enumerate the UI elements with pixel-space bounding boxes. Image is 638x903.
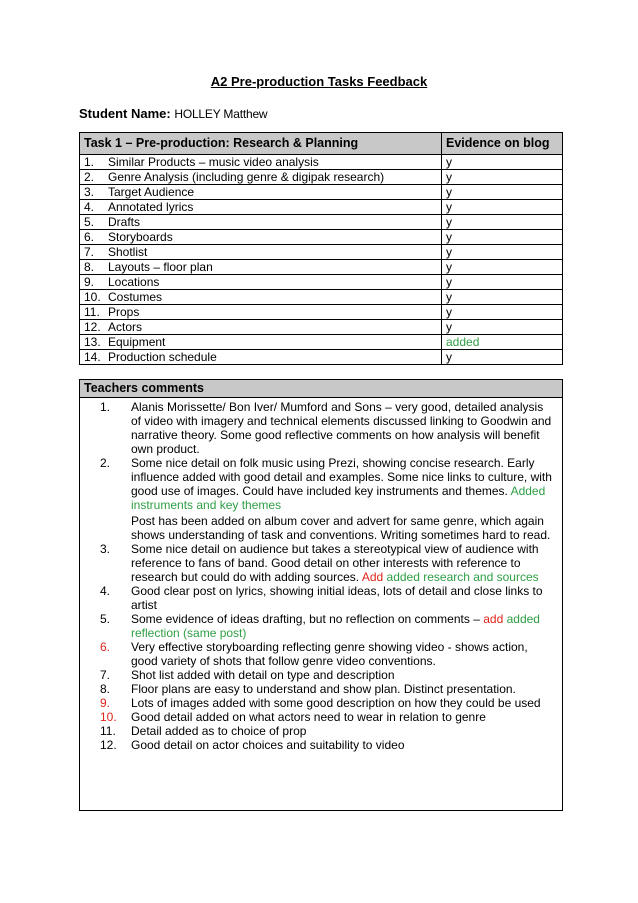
student-name-label: Student Name: — [79, 106, 171, 121]
comment-main-text: Detail added as to choice of prop — [131, 724, 307, 738]
task-cell — [80, 320, 442, 335]
task-label: Equipment — [108, 335, 166, 349]
task-number: 6. — [84, 230, 95, 244]
evidence-cell: y — [442, 305, 563, 320]
comment-number — [100, 738, 130, 752]
comment-item — [100, 400, 556, 456]
task-number: 14. — [84, 350, 101, 364]
comment-item — [100, 738, 556, 752]
comment-main-text: Very effective storyboarding reflecting genre showing video - shows action, good variety of shots that follow genre video conventions. — [131, 640, 528, 668]
comment-red-note: Add — [361, 570, 384, 584]
comment-number — [100, 456, 130, 470]
table-row — [80, 200, 563, 215]
comment-main-text: Lots of images added with some good description on how they could be used — [131, 696, 541, 710]
comment-green-note: added research and sources — [386, 570, 539, 584]
task-cell — [80, 275, 442, 290]
comment-number — [100, 668, 130, 682]
comment-item — [100, 612, 556, 640]
task-label: Layouts – floor plan — [108, 260, 213, 274]
table-row — [80, 230, 563, 245]
task-cell — [80, 155, 442, 170]
comment-item — [100, 640, 556, 668]
comment-main-text: Good detail added on what actors need to wear in relation to genre — [131, 710, 486, 724]
task-number: 7. — [84, 245, 95, 259]
teachers-comments-section — [79, 379, 563, 811]
task-cell — [80, 185, 442, 200]
table-row — [80, 185, 563, 200]
comment-number-text: 1. — [100, 400, 111, 414]
evidence-cell: y — [442, 185, 563, 200]
comment-number — [100, 640, 130, 654]
table-row — [80, 260, 563, 275]
comment-item — [100, 668, 556, 682]
header-evidence: Evidence on blog — [442, 133, 563, 155]
comment-text — [131, 668, 556, 682]
task-number: 4. — [84, 200, 95, 214]
comment-number-text: 8. — [100, 682, 111, 696]
table-row — [80, 335, 563, 350]
comment-number-text: 9. — [100, 696, 111, 710]
table-row — [80, 320, 563, 335]
comment-number-text: 2. — [100, 456, 111, 470]
comment-number-text: 10. — [100, 710, 117, 724]
comment-extra-text: Post has been added on album cover and advert for same genre, which again shows understanding of task and conventions. Writing sometimes hard to read. — [131, 514, 551, 542]
comment-item — [100, 724, 556, 738]
evidence-cell: y — [442, 350, 563, 365]
table-row — [80, 290, 563, 305]
task-label: Target Audience — [108, 185, 195, 199]
comment-number — [100, 682, 130, 696]
task-number: 12. — [84, 320, 101, 334]
task-cell — [80, 290, 442, 305]
comment-number — [100, 710, 130, 724]
comment-main-text: Some nice detail on folk music using Prezi, showing concise research. Early influence added with good detail and examples. Some nice links to culture, with good use of images. Could have included key instruments and themes. — [131, 456, 552, 498]
task-number: 11. — [84, 305, 100, 319]
comment-text — [131, 542, 556, 584]
task-number: 5. — [84, 215, 95, 229]
task-number: 13. — [84, 335, 101, 349]
evidence-cell: y — [442, 275, 563, 290]
evidence-cell: y — [442, 320, 563, 335]
task-label: Shotlist — [108, 245, 148, 259]
task-cell — [80, 170, 442, 185]
comment-number-text: 6. — [100, 640, 111, 654]
comment-text — [131, 738, 556, 752]
evidence-cell: y — [442, 200, 563, 215]
evidence-cell: added — [442, 335, 563, 350]
comments-list — [80, 398, 562, 752]
tasks-table — [79, 132, 563, 365]
comment-number-text: 5. — [100, 612, 111, 626]
student-name-value: HOLLEY Matthew — [174, 107, 268, 121]
comment-item — [100, 696, 556, 710]
header-task: Task 1 – Pre-production: Research & Planning — [80, 133, 442, 155]
evidence-cell: y — [442, 170, 563, 185]
comment-number-text: 4. — [100, 584, 111, 598]
comment-item — [100, 710, 556, 724]
task-number: 9. — [84, 275, 95, 289]
comment-main-text: Floor plans are easy to understand and show plan. Distinct presentation. — [131, 682, 516, 696]
comment-text — [131, 456, 556, 512]
page-title: A2 Pre-production Tasks Feedback — [210, 74, 428, 89]
table-row — [80, 215, 563, 230]
task-label: Costumes — [108, 290, 163, 304]
comment-text — [131, 710, 556, 724]
task-number: 3. — [84, 185, 95, 199]
comment-text — [131, 584, 556, 612]
table-row — [80, 305, 563, 320]
task-label: Storyboards — [108, 230, 173, 244]
task-number: 2. — [84, 170, 95, 184]
comments-heading: Teachers comments — [80, 380, 562, 398]
task-cell — [80, 350, 442, 365]
comment-green-note: added reflection (same post) — [131, 612, 540, 640]
table-row — [80, 350, 563, 365]
comment-main-text: Good detail on actor choices and suitability to video — [131, 738, 405, 752]
comment-number — [100, 696, 130, 710]
evidence-cell: y — [442, 215, 563, 230]
table-row — [80, 245, 563, 260]
evidence-cell: y — [442, 245, 563, 260]
task-label: Genre Analysis (including genre & digipak research) — [108, 170, 385, 184]
comment-text — [131, 682, 556, 696]
comment-main-text: Good clear post on lyrics, showing initial ideas, lots of detail and close links to artist — [131, 584, 543, 612]
task-number: 10. — [84, 290, 101, 304]
student-name-line — [79, 106, 267, 121]
task-label: Locations — [108, 275, 160, 289]
task-cell — [80, 260, 442, 275]
comment-main-text: Shot list added with detail on type and description — [131, 668, 395, 682]
comment-text — [131, 612, 556, 640]
evidence-cell: y — [442, 230, 563, 245]
evidence-cell: y — [442, 260, 563, 275]
comment-text — [131, 696, 556, 710]
evidence-cell: y — [442, 290, 563, 305]
task-label: Actors — [108, 320, 143, 334]
comment-number — [100, 542, 130, 556]
comment-text — [131, 724, 556, 738]
table-row — [80, 170, 563, 185]
task-number: 1. — [84, 155, 95, 169]
comment-main-text: Some evidence of ideas drafting, but no reflection on comments – — [131, 612, 480, 626]
comment-green-note: Added instruments and key themes — [131, 484, 546, 512]
comment-number — [100, 400, 130, 414]
comment-number — [100, 584, 130, 598]
task-cell — [80, 245, 442, 260]
task-label: Props — [108, 305, 140, 319]
comment-number — [100, 612, 130, 626]
comment-main-text: Alanis Morissette/ Bon Iver/ Mumford and Sons – very good, detailed analysis of video with imagery and technical elements discussed linking to Goodwin and narrative theory. Some good reflective comments on how analysis will benefit own product. — [131, 400, 552, 456]
comment-item — [100, 584, 556, 612]
comment-number-text: 11. — [100, 724, 116, 738]
comment-main-text: Some nice detail on audience but takes a stereotypical view of audience with reference to fans of band. Good detail on other interests with reference to research but could do with adding sources. — [131, 542, 539, 584]
task-label: Annotated lyrics — [108, 200, 194, 214]
task-cell — [80, 215, 442, 230]
task-label: Production schedule — [108, 350, 217, 364]
table-row — [80, 275, 563, 290]
table-row — [80, 155, 563, 170]
task-label: Drafts — [108, 215, 141, 229]
comment-number-text: 3. — [100, 542, 111, 556]
comment-number-text: 7. — [100, 668, 111, 682]
task-number: 8. — [84, 260, 95, 274]
comment-item — [100, 456, 556, 542]
comment-red-note: add — [483, 612, 504, 626]
task-cell — [80, 305, 442, 320]
comment-item — [100, 542, 556, 584]
task-cell — [80, 230, 442, 245]
comment-text — [131, 400, 556, 456]
task-label: Similar Products – music video analysis — [108, 155, 319, 169]
comment-number-text: 12. — [100, 738, 117, 752]
task-cell — [80, 335, 442, 350]
comment-item — [100, 682, 556, 696]
task-cell — [80, 200, 442, 215]
comment-number — [100, 724, 130, 738]
comment-text — [131, 640, 556, 668]
evidence-cell: y — [442, 155, 563, 170]
